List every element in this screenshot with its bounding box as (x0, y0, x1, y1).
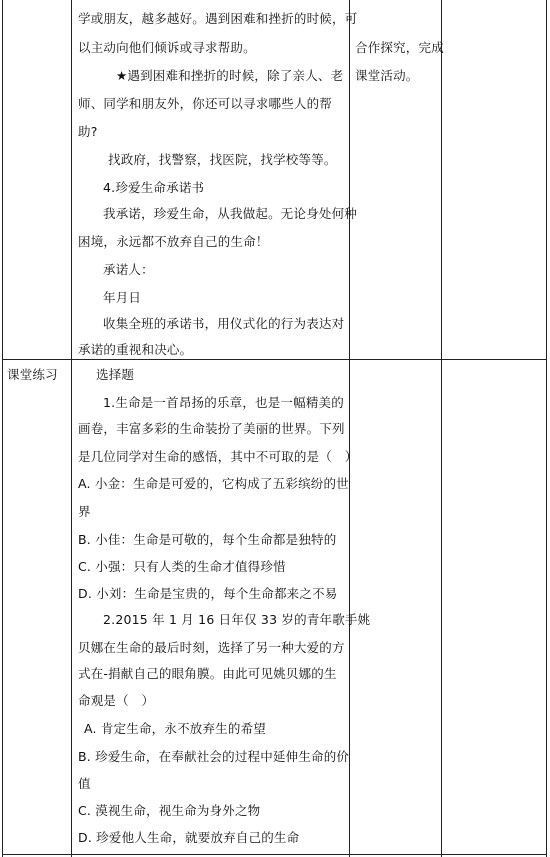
column-border-left (2, 0, 3, 857)
activity-line: 合作探究，完成 (355, 40, 444, 55)
table-bottom-border (2, 854, 547, 855)
content-line: 式在-捐献自己的眼角膜。由此可见姚贝娜的生 (78, 666, 337, 681)
content-line: 助? (78, 124, 98, 139)
content-line: B. 珍爱生命，在奉献社会的过程中延伸生命的价 (78, 749, 350, 764)
content-line: 年月日 (103, 290, 142, 305)
content-line: 选择题 (96, 367, 135, 382)
column-border-activity (441, 0, 442, 857)
content-line: D. 珍爱他人生命，就要放弃自己的生命 (78, 830, 300, 845)
content-line: C. 小强：只有人类的生命才值得珍惜 (78, 559, 286, 574)
column-border-content (349, 0, 350, 857)
content-line: A. 小金：生命是可爱的，它构成了五彩缤纷的世 (78, 476, 349, 491)
content-line: 贝娜在生命的最后时刻，选择了另一种大爱的方 (78, 640, 345, 655)
row-divider (2, 359, 547, 360)
content-line: 界 (78, 504, 91, 519)
column-border-label (71, 0, 72, 857)
row-label: 课堂练习 (7, 367, 58, 382)
column-border-right (546, 0, 547, 857)
activity-line: 课堂活动。 (355, 68, 419, 83)
content-line: ★遇到困难和挫折的时候，除了亲人、老 (116, 68, 344, 83)
content-line: 找政府，找警察，找医院，找学校等等。 (108, 152, 337, 167)
content-line: 师、同学和朋友外，你还可以寻求哪些人的帮 (78, 96, 333, 111)
content-line: A. 肯定生命，永不放弃生的希望 (84, 721, 266, 736)
content-line: 是几位同学对生命的感悟，其中不可取的是（ ） (78, 449, 358, 464)
content-line: 4.珍爱生命承诺书 (103, 180, 205, 195)
content-line: 2.2015 年 1 月 16 日年仅 33 岁的青年歌手姚 (103, 612, 371, 627)
content-line: D. 小刘：生命是宝贵的，每个生命都来之不易 (78, 586, 338, 601)
content-line: 1.生命是一首昂扬的乐章，也是一幅精美的 (103, 395, 344, 410)
content-line: B. 小佳：生命是可敬的，每个生命都是独特的 (78, 532, 337, 547)
content-line: 我承诺，珍爱生命，从我做起。无论身处何种 (103, 206, 358, 221)
content-line: 承诺的重视和决心。 (78, 342, 193, 357)
content-line: 收集全班的承诺书，用仪式化的行为表达对 (103, 316, 345, 331)
content-line: 承诺人： (103, 262, 154, 277)
content-line: C. 漠视生命，视生命为身外之物 (78, 803, 261, 818)
content-line: 学或朋友，越多越好。遇到困难和挫折的时候，可 (78, 11, 358, 26)
content-line: 困境，永远都不放弃自己的生命！ (78, 234, 269, 249)
content-line: 命观是（ ） (78, 693, 155, 708)
content-line: 值 (78, 776, 91, 791)
content-line: 以主动向他们倾诉或寻求帮助。 (78, 40, 256, 55)
content-line: 画卷，丰富多彩的生命装扮了美丽的世界。下列 (78, 421, 345, 436)
